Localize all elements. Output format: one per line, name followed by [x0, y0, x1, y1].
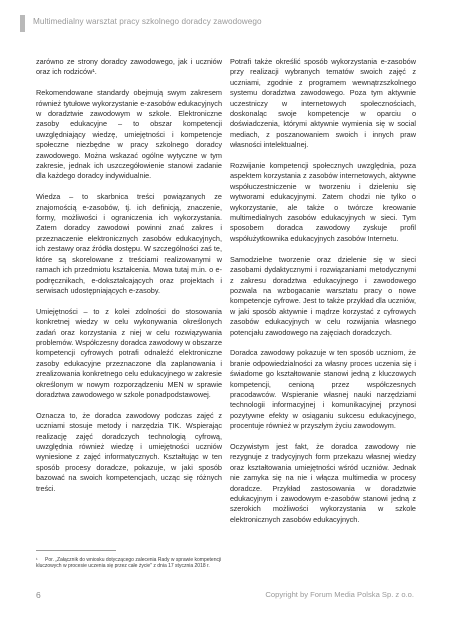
footnote-text: Por. „Załącznik do wniosku dotyczącego zalecenia Rady w sprawie kompetencji kluczowych w procesie uczenia się przez całe życie" z dnia 17 stycznia 2018 r. [36, 557, 222, 570]
paragraph: Umiejętności – to z kolei zdolności do stosowania konkretnej wiedzy w celu wykonywania określonych zadań oraz korzystania z niej w celu rozwiązywania problemów. Współczesny doradca zawodowy w obszarze kompetencji cyfrowych potrafi odnaleźć elektroniczne zasoby edukacyjne przeznaczone dla zaplanowania i zrealizowania konkretnego celu edukacyjnego w zakresie określonym w nowym rozporządzeniu MEN w sprawie doradztwa zawodowego w szkole ponadpodstawowej. [36, 306, 222, 399]
running-header-title: Multimedialny warsztat pracy szkolnego doradcy zawodowego [33, 17, 262, 26]
paragraph: zarówno ze strony doradcy zawodowego, jak i uczniów oraz ich rodziców¹. [36, 57, 222, 77]
paragraph: Potrafi także określić sposób wykorzystania e-zasobów przy realizacji wybranych tematów swoich zajęć z uczniami, zgodnie z programem wewnątrzszkolnego systemu doradztwa zawodowego. Poza tym aktywnie uczestniczy w internetowych społecznościach, doskonaląc swoje kompetencje w oparciu o doświadczenia, którymi aktywnie wymienia się w social mediach, z poszanowaniem swoich i innych praw własności intelektualnej. [230, 57, 416, 150]
paragraph: Rozwijanie kompetencji społecznych uwzględnia, poza aspektem korzystania z zasobów internetowych, aktywne współuczestniczenie w tworzeniu i dzieleniu się wytworami edukacyjnymi. Zatem chodzi nie tylko o wykorzystanie, ale także o twórcze kreowanie multimedialnych zasobów edukacyjnych w sieci. Tym sposobem doradca zawodowy zyskuje profil współużytkownika edukacyjnych zasobów Internetu. [230, 161, 416, 243]
footnote-divider [36, 550, 116, 551]
footnote-mark: ¹ [36, 557, 38, 563]
paragraph: Doradca zawodowy pokazuje w ten sposób uczniom, że branie odpowiedzialności za własny proces uczenia się i świadome go kształtowanie stanowi jedną z kluczowych kompetencji, cenioną przez współczesnych pracodawców. Wspieranie własnej nauki narzędziami technologii informacyjnej i komunikacyjnej przynosi pozytywne efekty w osiąganiu sukcesu edukacyjnego, procentuje również w przyszłym życiu zawodowym. [230, 348, 416, 431]
paragraph: Samodzielne tworzenie oraz dzielenie się w sieci zasobami dydaktycznymi i rozwiązaniami metodycznymi z zakresu doradztwa edukacyjnego i zawodowego pozwala na wzbogacanie warsztatu pracy o nowe kompetencje cyfrowe. Jest to także przykład dla uczniów, w jaki sposób aktywnie i mądrze korzystać z cyfrowych zasobów edukacyjnych w celu rozwijania własnego potencjału zawodowego na zajęciach doradczych. [230, 254, 416, 337]
right-column [230, 57, 416, 536]
paragraph: Wiedza – to skarbnica treści powiązanych ze znajomością e-zasobów, tj. ich definicją, znaczenie, formy, możliwości i ograniczenia ich wykorzystania. Zatem doradcy zawodowi powinni znać zakres i przeznaczenie elektronicznych zasobów edukacyjnych, ich zestawy oraz źródła dostępu. W szczególności zaś te, które są skorelowane z treściami realizowanymi w ramach ich przedmiotu kształcenia. Mowa tutaj m.in. o e-podręcznikach, e-dokształcających oraz projektach i serwisach udostępniających e-zasoby. [36, 192, 222, 295]
paragraph: Rekomendowane standardy obejmują swym zakresem również tytułowe wykorzystanie e-zasobów edukacyjnych w doradztwie zawodowym w szkole. Elektroniczne zasoby edukacyjne – to obszar kompetencji uwzględniający wiedzę, umiejętności i kompetencje społeczne niezbędne w pracy szkolnego doradcy zawodowego. Można wskazać ogólne wytyczne w tym zakresie, jednak ich uszczegółowienie stanowi zadanie dla każdego doradcy indywidualnie. [36, 88, 222, 181]
copyright-notice: Copyright by Forum Media Polska Sp. z o.o. [265, 590, 414, 599]
header-accent-bar [20, 15, 25, 32]
paragraph: Oznacza to, że doradca zawodowy podczas zajęć z uczniami stosuje metody i narzędzia TIK. Wspierając realizację zajęć doradczych technologią cyfrową, uwzględnia również wiedzę i umiejętności uczniów wyniesione z zajęć informatycznych. Kształtując w ten sposób procesy doradcze, pokazuje, w jaki sposób bazować na swoich kompetencjach, ucząc się różnych treści. [36, 410, 222, 493]
footnote [36, 557, 222, 570]
left-column [36, 57, 222, 504]
page-number: 6 [36, 590, 41, 600]
paragraph: Oczywistym jest fakt, że doradca zawodowy nie rezygnuje z tradycyjnych form przekazu własnej wiedzy oraz kształtowania umiejętności wśród uczniów. Jednak nie zamyka się na nie i włącza multimedia w procesy doradcze. Przykład zastosowania w doradztwie edukacyjnym i zawodowym e-zasobów stanowi jedną z szerokich możliwości wykorzystania w szkole elektronicznych zasobów edukacyjnych. [230, 441, 416, 524]
